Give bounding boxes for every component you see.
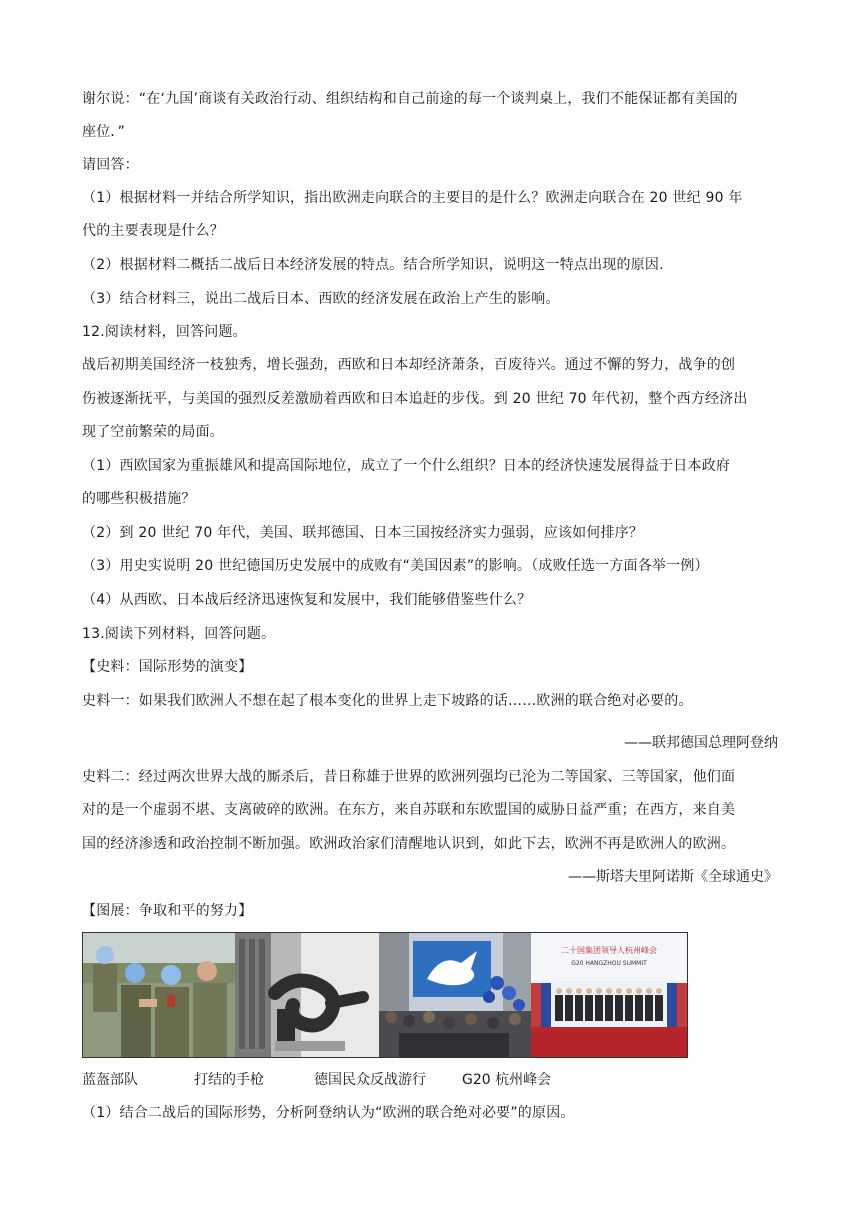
peacekeepers-photo bbox=[83, 933, 235, 1057]
question-1: （1）结合二战后的国际形势，分析阿登纳认为“欧洲的联合绝对必要”的原因。 bbox=[82, 1105, 575, 1121]
question-12-heading: 12.阅读材料，回答问题。 bbox=[82, 324, 247, 340]
text-line: 座位．” bbox=[82, 124, 126, 140]
knotted-gun-photo bbox=[235, 933, 379, 1057]
text-line: 战后初期美国经济一枝独秀，增长强劲，西欧和日本却经济萧条，百废待兴。通过不懈的努力，战争的创 bbox=[82, 357, 736, 373]
section-heading: 【图展：争取和平的努力】 bbox=[82, 903, 253, 919]
question-4: （4）从西欧、日本战后经济迅速恢复和发展中，我们能够借鉴些什么？ bbox=[82, 592, 532, 608]
question-1: （1）根据材料一并结合所学知识，指出欧洲走向联合的主要目的是什么？欧洲走向联合在 20 世纪 90 年 bbox=[82, 190, 743, 206]
caption-peacekeepers: 蓝盔部队 bbox=[82, 1072, 138, 1088]
source-2: 史料二：经过两次世界大战的厮杀后，昔日称雄于世界的欧洲列强均已沦为二等国家、三等国家，他们面 bbox=[82, 769, 736, 785]
caption-knotted-gun: 打结的手枪 bbox=[194, 1072, 264, 1088]
text-line: 伤被逐渐抚平，与美国的强烈反差激励着西欧和日本追赶的步伐。到 20 世纪 70 年代初，整个西方经济出 bbox=[82, 391, 748, 407]
g20-banner-subtitle: G20 HANGZHOU SUMMIT bbox=[571, 960, 647, 967]
source-1: 史料一：如果我们欧洲人不想在起了根本变化的世界上走下坡路的话……欧洲的联合绝对必要的。 bbox=[82, 693, 693, 709]
text-line: 代的主要表现是什么？ bbox=[82, 223, 224, 239]
question-3: （3）用史实说明 20 世纪德国历史发展中的成败有“美国因素”的影响。（成败任选一方面各举一例） bbox=[82, 558, 709, 574]
text-line: 国的经济渗透和政治控制不断加强。欧洲政治家们清醒地认识到，如此下去，欧洲不再是欧洲人的欧洲。 bbox=[82, 836, 736, 852]
section-heading: 【史料：国际形势的演变】 bbox=[82, 659, 253, 675]
text-line: 现了空前繁荣的局面。 bbox=[82, 424, 224, 440]
question-3: （3）结合材料三，说出二战后日本、西欧的经济发展在政治上产生的影响。 bbox=[82, 291, 560, 307]
question-13-heading: 13.阅读下列材料，回答问题。 bbox=[82, 626, 276, 642]
text-line: 谢尔说：“在‘九国’商谈有关政治行动、组织结构和自己前途的每一个谈判桌上，我们不能保证都有美国的 bbox=[82, 91, 738, 107]
caption-anti-war-protest: 德国民众反战游行 bbox=[314, 1072, 426, 1088]
text-line: 请回答： bbox=[82, 157, 139, 173]
question-1: （1）西欧国家为重振雄风和提高国际地位，成立了一个什么组织？日本的经济快速发展得益于日本政府 bbox=[82, 458, 731, 474]
photo-strip bbox=[82, 932, 688, 1058]
text-line: 的哪些积极措施？ bbox=[82, 491, 196, 507]
caption-g20-summit: G20 杭州峰会 bbox=[462, 1072, 552, 1088]
question-2: （2）到 20 世纪 70 年代，美国、联邦德国、日本三国按经济实力强弱，应该如何排序？ bbox=[82, 525, 644, 541]
attribution: ——斯塔夫里阿诺斯《全球通史》 bbox=[568, 869, 778, 885]
question-2: （2）根据材料二概括二战后日本经济发展的特点。结合所学知识，说明这一特点出现的原因. bbox=[82, 257, 664, 273]
attribution: ——联邦德国总理阿登纳 bbox=[624, 735, 778, 751]
g20-summit-photo bbox=[531, 933, 687, 1057]
anti-war-protest-photo bbox=[379, 933, 531, 1057]
g20-banner-text: 二十国集团领导人杭州峰会 bbox=[561, 946, 657, 955]
text-line: 对的是一个虚弱不堪、支离破碎的欧洲。在东方，来自苏联和东欧盟国的威胁日益严重；在西方，来自美 bbox=[82, 802, 736, 818]
